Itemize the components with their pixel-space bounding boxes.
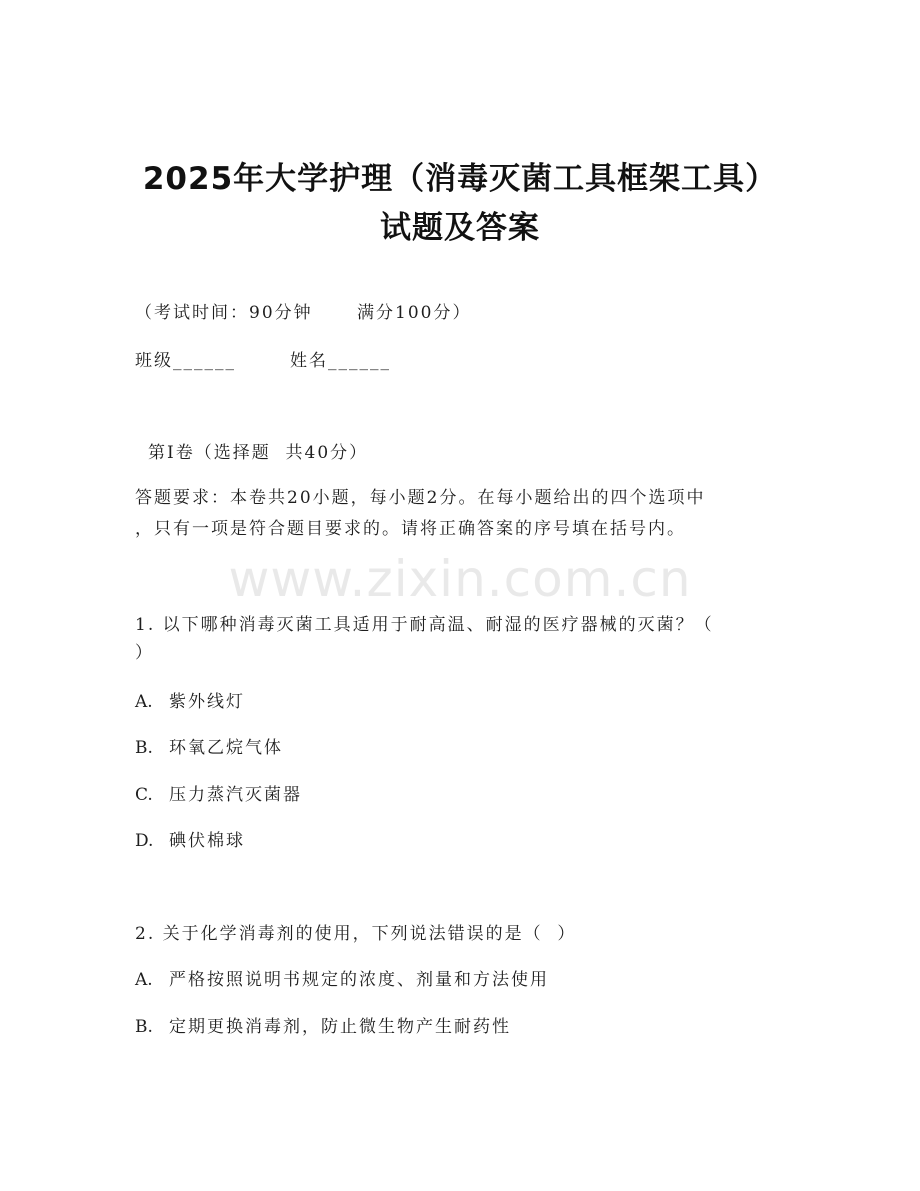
option-text: 碘伏棉球 <box>169 831 245 851</box>
option-key: A. <box>135 970 153 990</box>
instructions-line-2: ，只有一项是符合题目要求的。请将正确答案的序号填在括号内。 <box>135 519 686 539</box>
question-1-stem-continued: ） <box>135 643 154 663</box>
option-key: B. <box>135 1017 153 1037</box>
option-text: 压力蒸汽灭菌器 <box>169 785 302 805</box>
instructions-line-1: 答题要求：本卷共20小题，每小题2分。在每小题给出的四个选项中 <box>135 488 706 508</box>
section-header: 第I卷（选择题 共40分） <box>148 443 369 463</box>
document-title-line-2: 试题及答案 <box>380 210 540 246</box>
option-text: 严格按照说明书规定的浓度、剂量和方法使用 <box>169 970 549 990</box>
option-text: 环氧乙烷气体 <box>169 738 283 758</box>
document-title-line-1: 2025年大学护理（消毒灭菌工具框架工具） <box>142 161 778 197</box>
option-key: D. <box>135 831 154 851</box>
question-1-option-d <box>135 828 245 854</box>
question-2-option-a <box>135 967 549 993</box>
class-field-label: 班级______ <box>135 351 236 371</box>
exam-info: （考试时间：90分钟 满分100分） <box>135 303 472 323</box>
option-key: B. <box>135 738 153 758</box>
student-info <box>135 348 391 374</box>
question-1-option-c <box>135 782 302 808</box>
option-text: 紫外线灯 <box>169 692 245 712</box>
name-field-label: 姓名______ <box>290 351 391 371</box>
option-text: 定期更换消毒剂，防止微生物产生耐药性 <box>169 1017 511 1037</box>
question-1-option-b <box>135 735 283 761</box>
option-key: A. <box>135 692 153 712</box>
question-1-option-a <box>135 689 245 715</box>
question-2-option-b <box>135 1014 511 1040</box>
option-key: C. <box>135 785 153 805</box>
watermark: www.zixin.com.cn <box>228 550 692 608</box>
question-1-stem: 1. 以下哪种消毒灭菌工具适用于耐高温、耐湿的医疗器械的灭菌？（ <box>135 615 714 635</box>
question-2-stem: 2. 关于化学消毒剂的使用，下列说法错误的是（ ） <box>135 924 577 944</box>
